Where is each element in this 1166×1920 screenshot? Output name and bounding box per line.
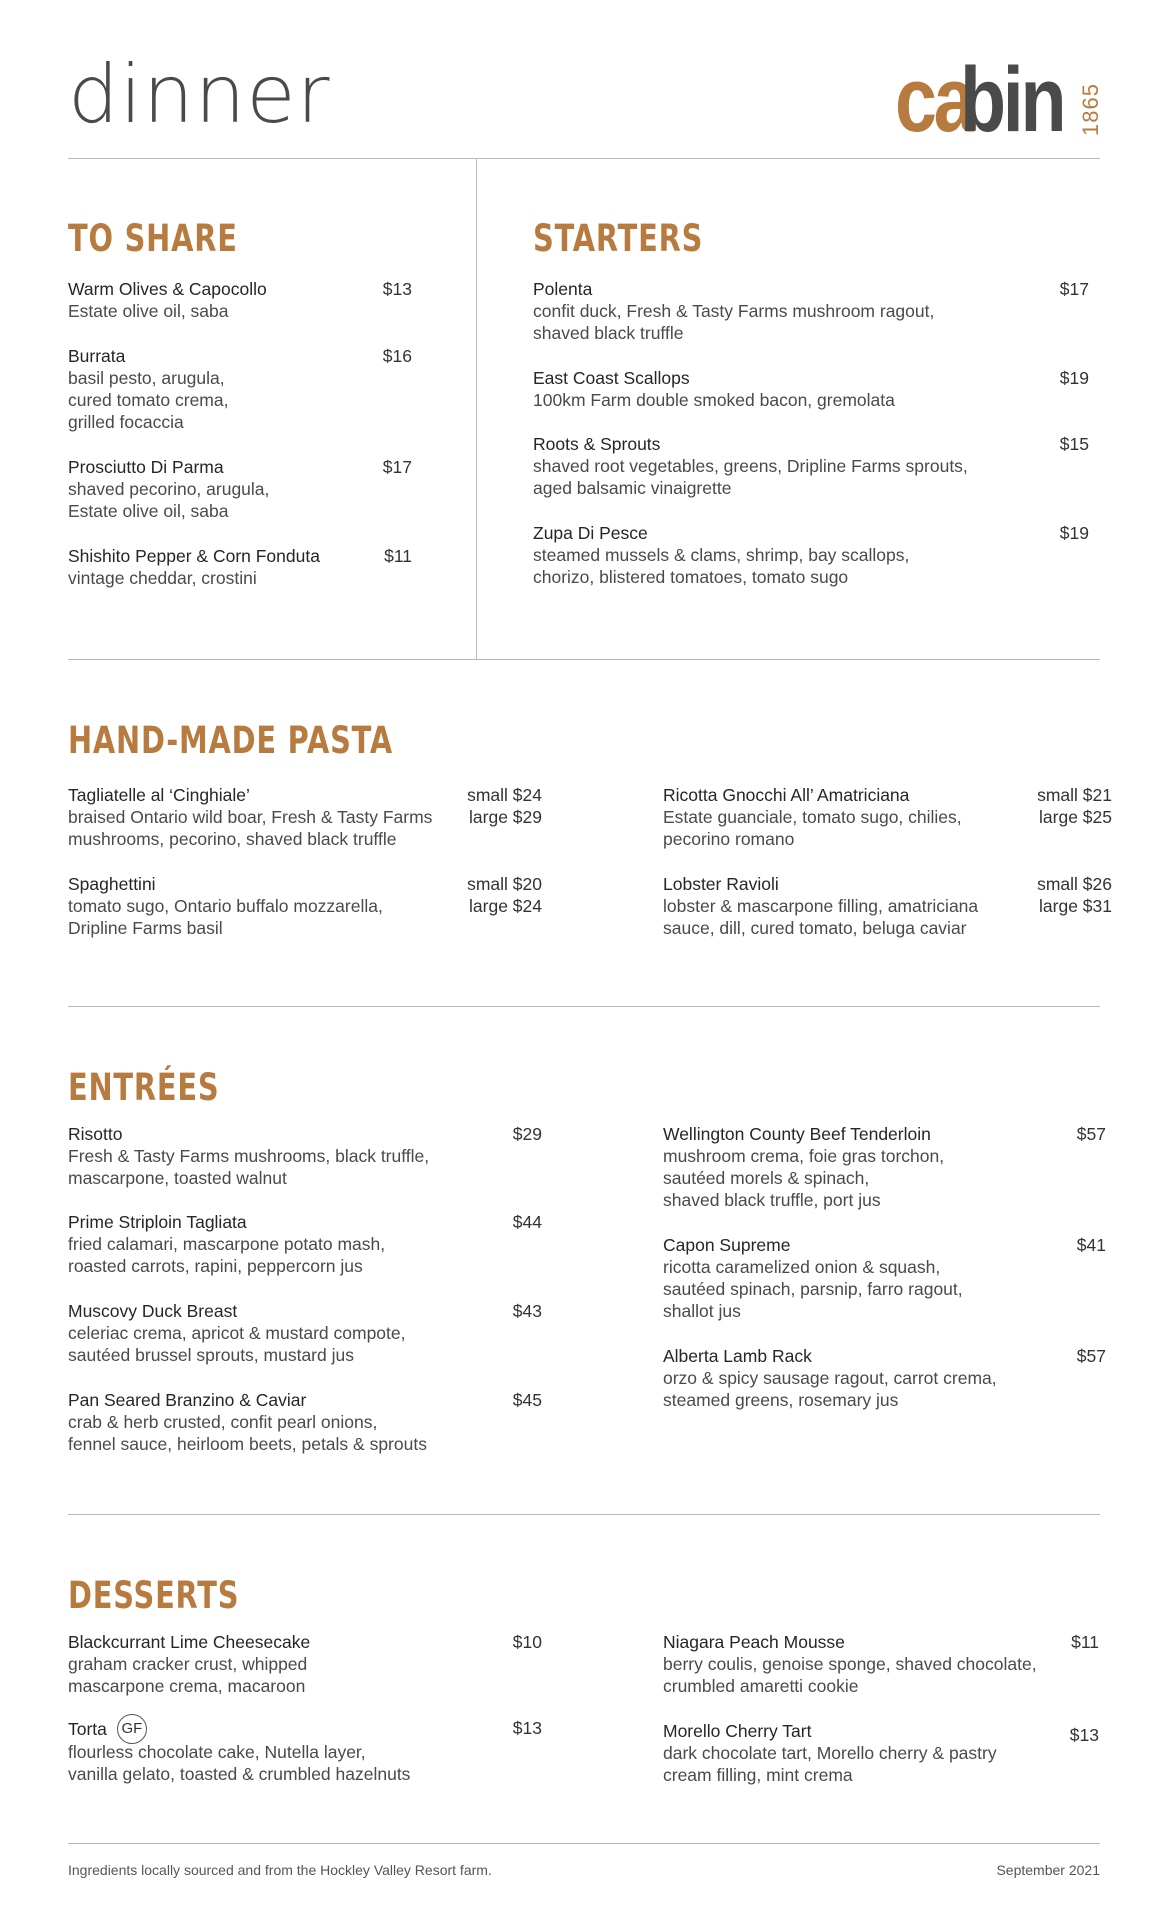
item-price: $57 [1076,1346,1106,1366]
item-name: Roots & Sprouts [533,434,661,454]
item-price: $13 [382,279,412,299]
item-name: Zupa Di Pesce [533,523,648,543]
menu-item [533,433,1089,499]
menu-item [68,1389,542,1455]
item-description: 100km Farm double smoked bacon, gremolata [533,390,895,410]
item-description: braised Ontario wild boar, Fresh & Tasty Farms mushrooms, pecorino, shaved black truffle [68,807,433,849]
menu-item [68,1717,542,1785]
menu-item [68,873,542,939]
item-name: Ricotta Gnocchi All’ Amatriciana [663,785,910,805]
section-title-to-share: TO SHARE [68,217,238,260]
menu-item [533,367,1089,411]
divider-entrees [68,1006,1100,1007]
divider-vertical [476,158,477,660]
gluten-free-badge-icon: GF [117,1714,147,1744]
item-price: $44 [512,1212,542,1232]
item-price: small $26 large $31 [1037,874,1112,916]
menu-item [68,784,542,850]
divider-top [68,158,1100,159]
menu-item [533,278,1089,344]
item-price: $43 [512,1301,542,1321]
item-price: small $20 large $24 [467,874,542,916]
menu-item [663,784,1112,850]
section-title-starters: STARTERS [533,217,704,260]
item-name: Risotto [68,1124,123,1144]
item-description: tomato sugo, Ontario buffalo mozzarella, Dripline Farms basil [68,896,383,938]
item-name: Spaghettini [68,874,156,894]
menu-item [663,1234,1106,1322]
item-description: basil pesto, arugula, cured tomato crema, grilled focaccia [68,368,229,432]
item-description: berry coulis, genoise sponge, shaved chocolate, crumbled amaretti cookie [663,1654,1037,1696]
item-description: crab & herb crusted, confit pearl onions, fennel sauce, heirloom beets, petals & sprouts [68,1412,427,1454]
item-description: shaved root vegetables, greens, Dripline Farms sprouts, aged balsamic vinaigrette [533,456,968,498]
divider-footer [68,1843,1100,1844]
item-description: Estate guanciale, tomato sugo, chilies, pecorino romano [663,807,962,849]
item-description: celeriac crema, apricot & mustard compote, sautéed brussel sprouts, mustard jus [68,1323,406,1365]
menu-item [68,278,412,322]
item-price: $11 [384,546,412,566]
item-price: $29 [512,1124,542,1144]
item-price: $16 [382,346,412,366]
item-name: Muscovy Duck Breast [68,1301,238,1321]
item-description: shaved pecorino, arugula, Estate olive oil, saba [68,479,270,521]
menu-item [68,456,412,522]
item-description: confit duck, Fresh & Tasty Farms mushroom ragout, shaved black truffle [533,301,935,343]
item-description: lobster & mascarpone filling, amatriciana sauce, dill, cured tomato, beluga caviar [663,896,979,938]
item-description: vintage cheddar, crostini [68,568,257,588]
item-price: small $24 large $29 [467,785,542,827]
item-name-row [68,1717,542,1741]
logo-text-ca: ca [894,48,973,151]
item-price: $17 [382,457,412,477]
menu-item [663,873,1112,939]
item-description: Fresh & Tasty Farms mushrooms, black truffle, mascarpone, toasted walnut [68,1146,430,1188]
menu-item [68,1211,542,1277]
item-price: $11 [1071,1632,1099,1652]
item-description: flourless chocolate cake, Nutella layer, vanilla gelato, toasted & crumbled hazelnuts [68,1742,411,1784]
item-price: $15 [1059,434,1089,454]
divider-desserts [68,1514,1100,1515]
item-name: Blackcurrant Lime Cheesecake [68,1632,311,1652]
item-name: East Coast Scallops [533,368,690,388]
item-price: $13 [1069,1725,1099,1745]
item-price: $10 [512,1632,542,1652]
menu-title: dinner [68,48,331,141]
menu-item [663,1631,1099,1697]
menu-item [663,1345,1106,1411]
item-name: Pan Seared Branzino & Caviar [68,1390,307,1410]
item-name: Warm Olives & Capocollo [68,279,267,299]
item-name: Burrata [68,346,126,366]
item-price: $13 [512,1718,542,1738]
menu-item [533,522,1089,588]
item-price: $57 [1076,1124,1106,1144]
menu-item [68,1300,542,1366]
item-name: Torta [68,1719,107,1739]
menu-item [663,1123,1106,1211]
section-title-desserts: DESSERTS [68,1574,240,1617]
item-name: Wellington County Beef Tenderloin [663,1124,931,1144]
item-name: Shishito Pepper & Corn Fonduta [68,546,320,566]
item-description: Estate olive oil, saba [68,301,229,321]
item-name: Morello Cherry Tart [663,1721,812,1741]
item-name: Alberta Lamb Rack [663,1346,812,1366]
section-title-entrees: ENTRÉES [68,1066,220,1109]
menu-item [68,1123,542,1189]
item-price: $41 [1076,1235,1106,1255]
item-name: Prime Striploin Tagliata [68,1212,247,1232]
logo-text-bin: bin [960,48,1064,151]
item-price: $45 [512,1390,542,1410]
item-name: Niagara Peach Mousse [663,1632,845,1652]
footer-note: Ingredients locally sourced and from the Hockley Valley Resort farm. [68,1862,492,1878]
menu-item [68,545,412,589]
item-description: dark chocolate tart, Morello cherry & pastry cream filling, mint crema [663,1743,997,1785]
menu-item [663,1720,1099,1786]
item-price: $19 [1059,368,1089,388]
menu-item [68,1631,542,1697]
divider-pasta [68,659,1100,660]
item-price: small $21 large $25 [1037,785,1112,827]
item-name: Capon Supreme [663,1235,791,1255]
item-description: graham cracker crust, whipped mascarpone crema, macaroon [68,1654,308,1696]
cabin-logo [878,48,1103,151]
menu-item [68,345,412,433]
item-description: orzo & spicy sausage ragout, carrot crema, steamed greens, rosemary jus [663,1368,997,1410]
item-name: Lobster Ravioli [663,874,779,894]
section-title-pasta: HAND-MADE PASTA [68,719,393,762]
item-description: ricotta caramelized onion & squash, sautéed spinach, parsnip, farro ragout, shallot jus [663,1257,963,1321]
logo-year: 1865 [1078,83,1103,136]
item-name: Prosciutto Di Parma [68,457,224,477]
item-name: Polenta [533,279,593,299]
item-name: Tagliatelle al ‘Cinghiale’ [68,785,250,805]
item-description: mushroom crema, foie gras torchon, sautéed morels & spinach, shaved black truffle, port jus [663,1146,945,1210]
item-price: $17 [1059,279,1089,299]
item-price: $19 [1059,523,1089,543]
footer-date: September 2021 [996,1862,1100,1878]
item-description: fried calamari, mascarpone potato mash, roasted carrots, rapini, peppercorn jus [68,1234,386,1276]
item-description: steamed mussels & clams, shrimp, bay scallops, chorizo, blistered tomatoes, tomato sugo [533,545,910,587]
